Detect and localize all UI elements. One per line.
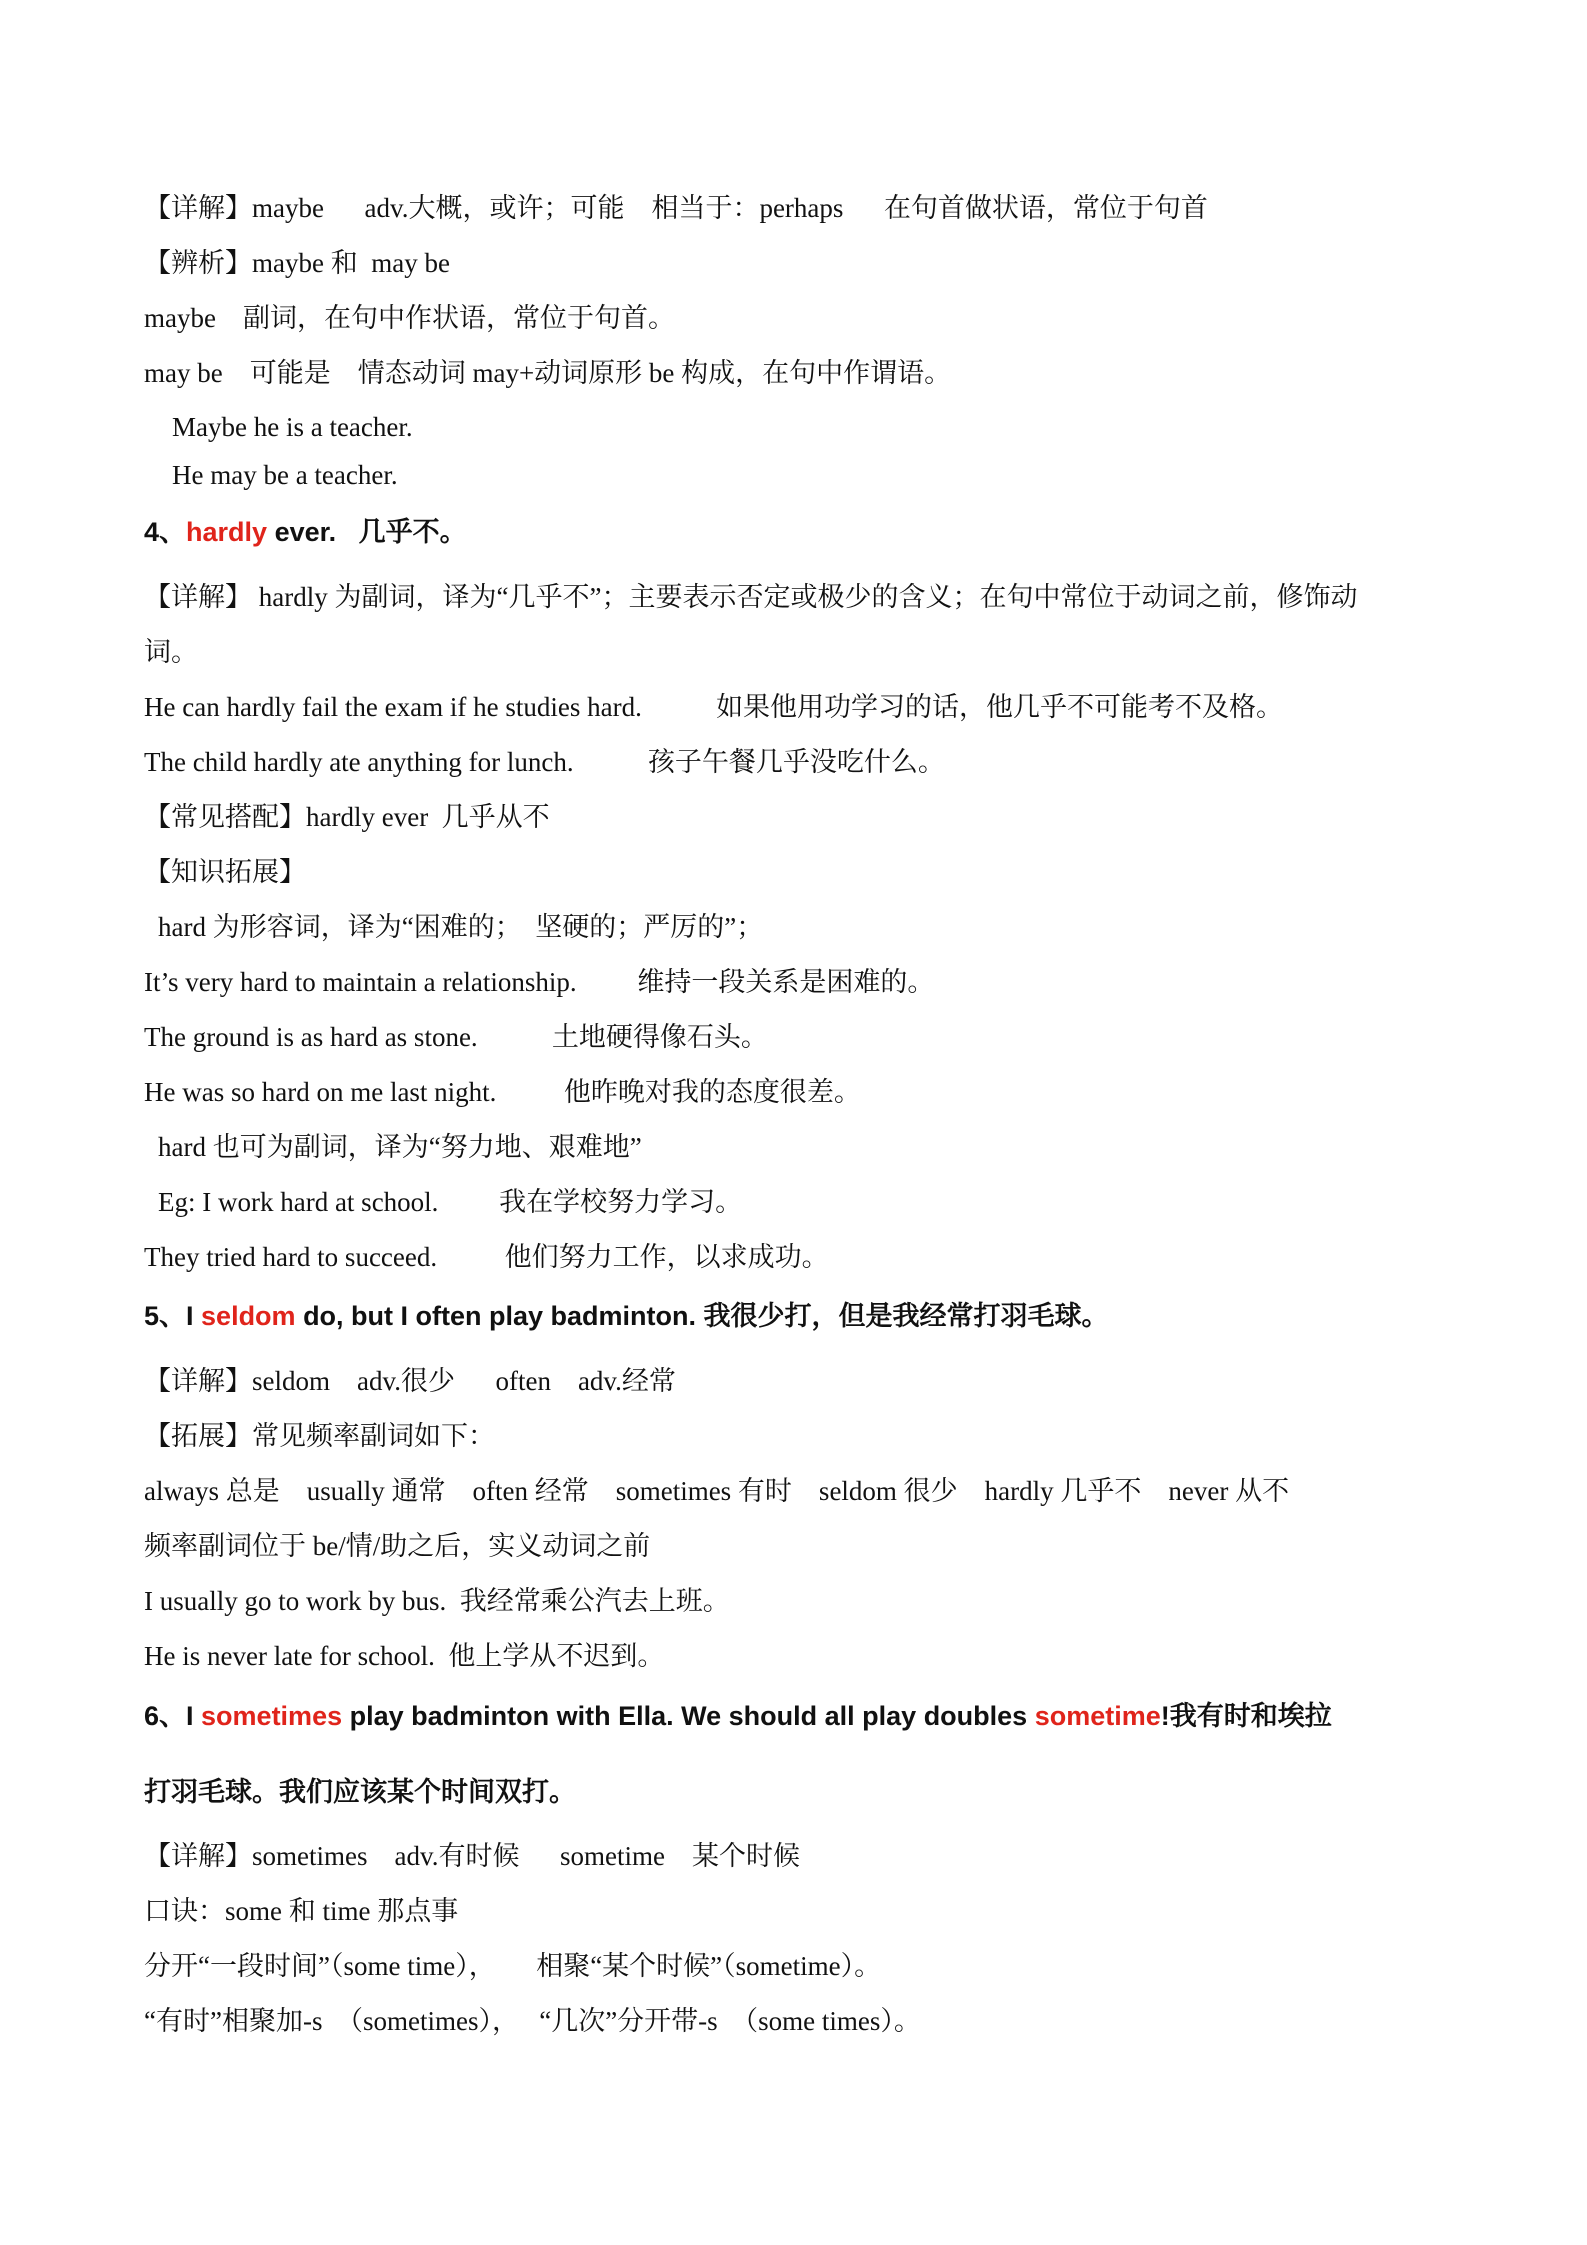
text-line: 【详解】seldom adv.很少 often adv.经常 <box>144 1366 676 1396</box>
heading-text: ever. 几乎不。 <box>267 517 467 547</box>
section-heading-6-continued: 打羽毛球。我们应该某个时间双打。 <box>144 1777 576 1807</box>
section-heading-4 <box>144 514 467 550</box>
text-line: 【知识拓展】 <box>144 857 306 887</box>
heading-text: do, but I often play badminton. 我很少打，但是我经常打羽毛球。 <box>295 1301 1109 1331</box>
section-heading-6 <box>144 1698 1332 1734</box>
example-sentence: Maybe he is a teacher. <box>172 412 413 442</box>
text-line: Eg: I work hard at school. 我在学校努力学习。 <box>158 1187 743 1217</box>
heading-number: 4、 <box>144 517 187 547</box>
text-line: 【详解】 hardly 为副词，译为“几乎不”；主要表示否定或极少的含义；在句中常位于动词之前，修饰动 <box>144 582 1358 612</box>
text-line: may be 可能是 情态动词 may+动词原形 be 构成，在句中作谓语。 <box>144 358 952 388</box>
text-line: 频率副词位于 be/情/助之后，实义动词之前 <box>144 1531 651 1561</box>
heading-text: !我有时和埃拉 <box>1160 1701 1332 1731</box>
text-line: 分开“一段时间”（some time）， 相聚“某个时候”（sometime）。 <box>144 1951 882 1981</box>
text-line: I usually go to work by bus. 我经常乘公汽去上班。 <box>144 1586 730 1616</box>
text-line: It’s very hard to maintain a relationship. 维持一段关系是困难的。 <box>144 967 935 997</box>
heading-keyword: sometimes <box>201 1701 343 1731</box>
heading-number: 5、I <box>144 1301 202 1331</box>
text-line: hard 也可为副词，译为“努力地、艰难地” <box>158 1132 642 1162</box>
text-line: 词。 <box>144 637 198 667</box>
text-line: 【拓展】常见频率副词如下： <box>144 1421 495 1451</box>
text-line: The child hardly ate anything for lunch. 孩子午餐几乎没吃什么。 <box>144 747 945 777</box>
text-line: 【常见搭配】hardly ever 几乎从不 <box>144 802 550 832</box>
text-line: He can hardly fail the exam if he studies hard. 如果他用功学习的话，他几乎不可能考不及格。 <box>144 692 1284 722</box>
heading-keyword: hardly <box>186 517 268 547</box>
heading-keyword: seldom <box>201 1301 296 1331</box>
text-line: 【详解】maybe adv.大概，或许；可能 相当于：perhaps 在句首做状语，常位于句首 <box>144 193 1208 223</box>
example-sentence: He may be a teacher. <box>172 460 398 490</box>
text-line: always 总是 usually 通常 often 经常 sometimes 有时 seldom 很少 hardly 几乎不 never 从不 <box>144 1476 1290 1506</box>
text-line: hard 为形容词，译为“困难的； 坚硬的；严厉的”； <box>158 912 764 942</box>
text-line: They tried hard to succeed. 他们努力工作，以求成功。 <box>144 1242 829 1272</box>
section-heading-5 <box>144 1298 1109 1334</box>
text-line: maybe 副词，在句中作状语，常位于句首。 <box>144 303 675 333</box>
text-line: The ground is as hard as stone. 土地硬得像石头。 <box>144 1022 768 1052</box>
text-line: 【辨析】maybe 和 may be <box>144 248 450 278</box>
text-line: He is never late for school. 他上学从不迟到。 <box>144 1641 665 1671</box>
heading-keyword: sometime <box>1034 1701 1161 1731</box>
text-line: “有时”相聚加-s （sometimes）， “几次”分开带-s （some times）。 <box>144 2006 921 2036</box>
heading-text: play badminton with Ella. We should all play doubles <box>342 1701 1035 1731</box>
text-line: 口诀：some 和 time 那点事 <box>144 1896 459 1926</box>
text-line: He was so hard on me last night. 他昨晚对我的态度很差。 <box>144 1077 861 1107</box>
heading-number: 6、I <box>144 1701 202 1731</box>
text-line: 【详解】sometimes adv.有时候 sometime 某个时候 <box>144 1841 800 1871</box>
